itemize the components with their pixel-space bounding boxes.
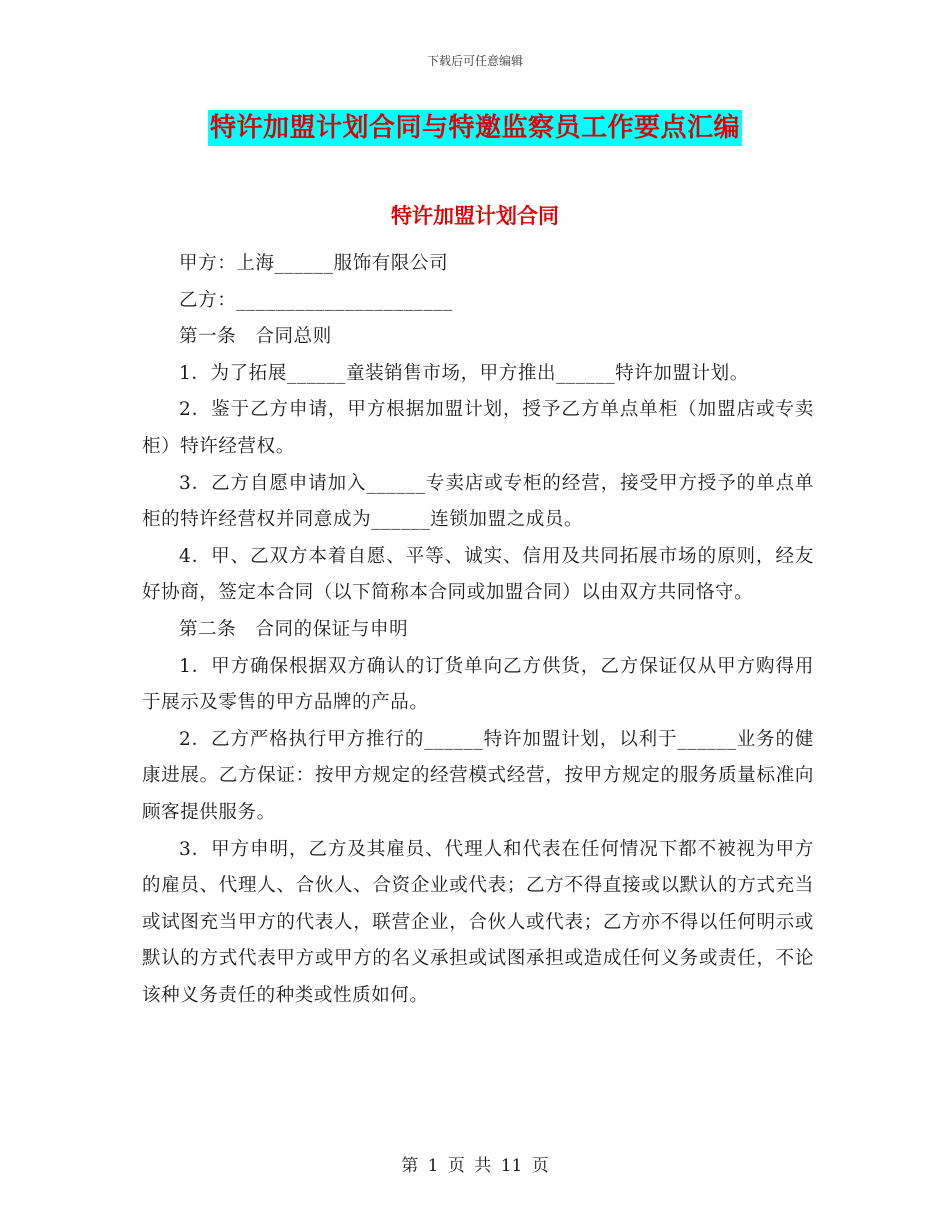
article-heading: 第一条 合同总则 [179, 326, 332, 348]
clause-paragraph: 3．乙方自愿申请加入______专卖店或专柜的经营，接受甲方授予的单点单柜的特许经营权并同意成为______连锁加盟之成员。 [142, 472, 814, 531]
document-title-container [0, 110, 950, 146]
page-number-footer: 第 1 页 共 11 页 [401, 1156, 549, 1176]
clause-paragraph: 3．甲方申明，乙方及其雇员、代理人和代表在任何情况下都不被视为甲方的雇员、代理人、合伙人、合资企业或代表；乙方不得直接或以默认的方式充当或试图充当甲方的代表人，联营企业，合伙人或代表；乙方亦不得以任何明示或默认的方式代表甲方或甲方的名义承担或试图承担或造成任何义务或责任，不论该种义务责任的种类或性质如何。 [142, 838, 814, 1006]
clause-paragraph: 1．为了拓展______童装销售市场，甲方推出______特许加盟计划。 [179, 362, 749, 384]
document-title: 特许加盟计划合同与特邀监察员工作要点汇编 [208, 110, 742, 146]
clause-paragraph: 2．乙方严格执行甲方推行的______特许加盟计划，以利于______业务的健康进展。乙方保证：按甲方规定的经营模式经营，按甲方规定的服务质量标准向顾客提供服务。 [142, 728, 814, 823]
clause-paragraph: 1．甲方确保根据双方确认的订货单向乙方供货，乙方保证仅从甲方购得用于展示及零售的甲方品牌的产品。 [142, 655, 814, 714]
clause-paragraph: 2．鉴于乙方申请，甲方根据加盟计划，授予乙方单点单柜（加盟店或专卖柜）特许经营权。 [142, 399, 814, 457]
party-b-line: 乙方：______________________ [179, 289, 454, 311]
article-heading: 第二条 合同的保证与申明 [179, 618, 409, 640]
document-body [142, 246, 814, 1014]
clause-paragraph: 4．甲、乙双方本着自愿、平等、诚实、信用及共同拓展市场的原则，经友好协商，签定本合同（以下简称本合同或加盟合同）以由双方共同恪守。 [142, 545, 814, 604]
party-a-line: 甲方：上海______服饰有限公司 [179, 253, 449, 274]
page-header-note: 下载后可任意编辑 [426, 54, 523, 68]
section-title: 特许加盟计划合同 [391, 204, 559, 228]
